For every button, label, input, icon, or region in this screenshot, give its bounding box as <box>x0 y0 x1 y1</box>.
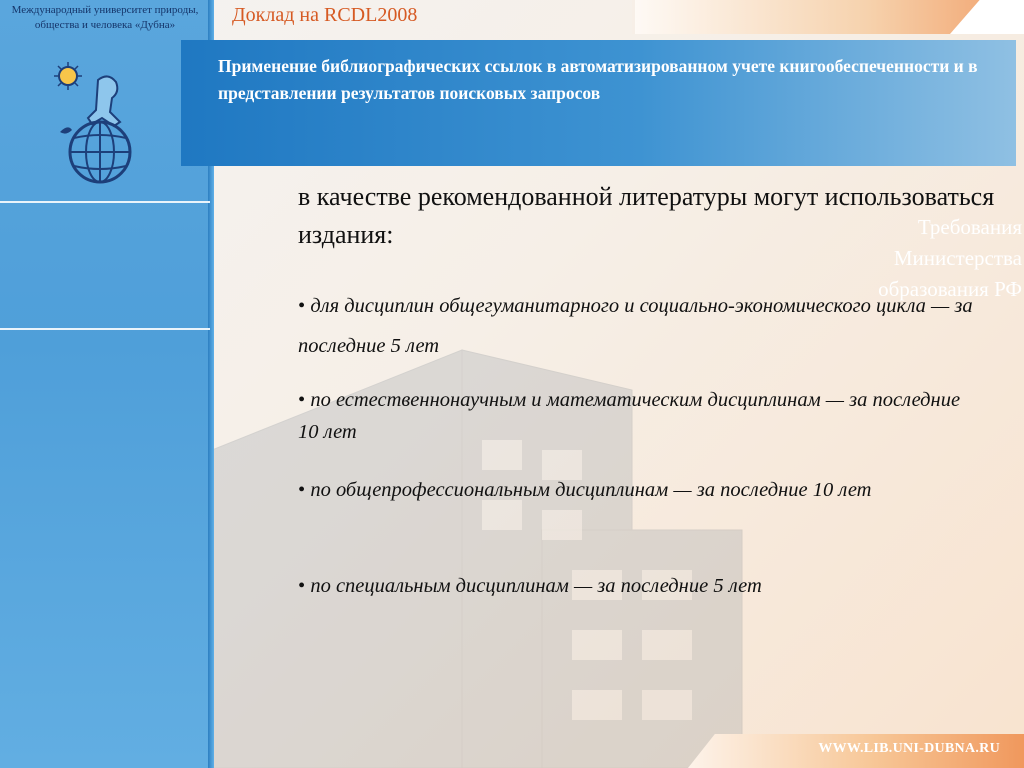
section-title: Требования Министерства образования РФ <box>878 215 1022 301</box>
bullet: • <box>298 479 306 501</box>
bullet: • <box>298 575 306 597</box>
intro-text: в качестве рекомендованной литературы могут использоваться издания: <box>298 182 995 249</box>
sidebar-line-top <box>0 201 210 203</box>
list-item-text: по общепрофессиональным дисциплинам — за последние 10 лет <box>310 479 872 501</box>
university-name: Международный университет природы, общества и человека «Дубна» <box>11 4 199 31</box>
bullet: • <box>298 295 306 317</box>
list-item-text: для дисциплин общегуманитарного и социально-экономического цикла — за последние 5 лет <box>298 295 973 357</box>
bullet: • <box>298 389 306 411</box>
list-item <box>298 286 978 366</box>
website-url: WWW.LIB.UNI-DUBNA.RU <box>818 741 1000 756</box>
list-item-text: по естественнонаучным и математическим дисциплинам — за последние 10 лет <box>298 389 961 443</box>
list-item <box>298 570 978 603</box>
report-label: Доклад на RCDL2008 <box>232 4 418 26</box>
header-tab-edge <box>632 0 635 34</box>
sidebar-line-bottom <box>0 328 210 330</box>
list-item <box>298 384 978 448</box>
list-item-text: по специальным дисциплинам — за последние 5 лет <box>310 575 762 597</box>
list-item <box>298 474 978 507</box>
slide-title: Применение библиографических ссылок в автоматизированном учете книгообеспеченности и в представлении результатов поисковых запросов <box>218 56 978 103</box>
university-logo-icon <box>50 62 150 192</box>
